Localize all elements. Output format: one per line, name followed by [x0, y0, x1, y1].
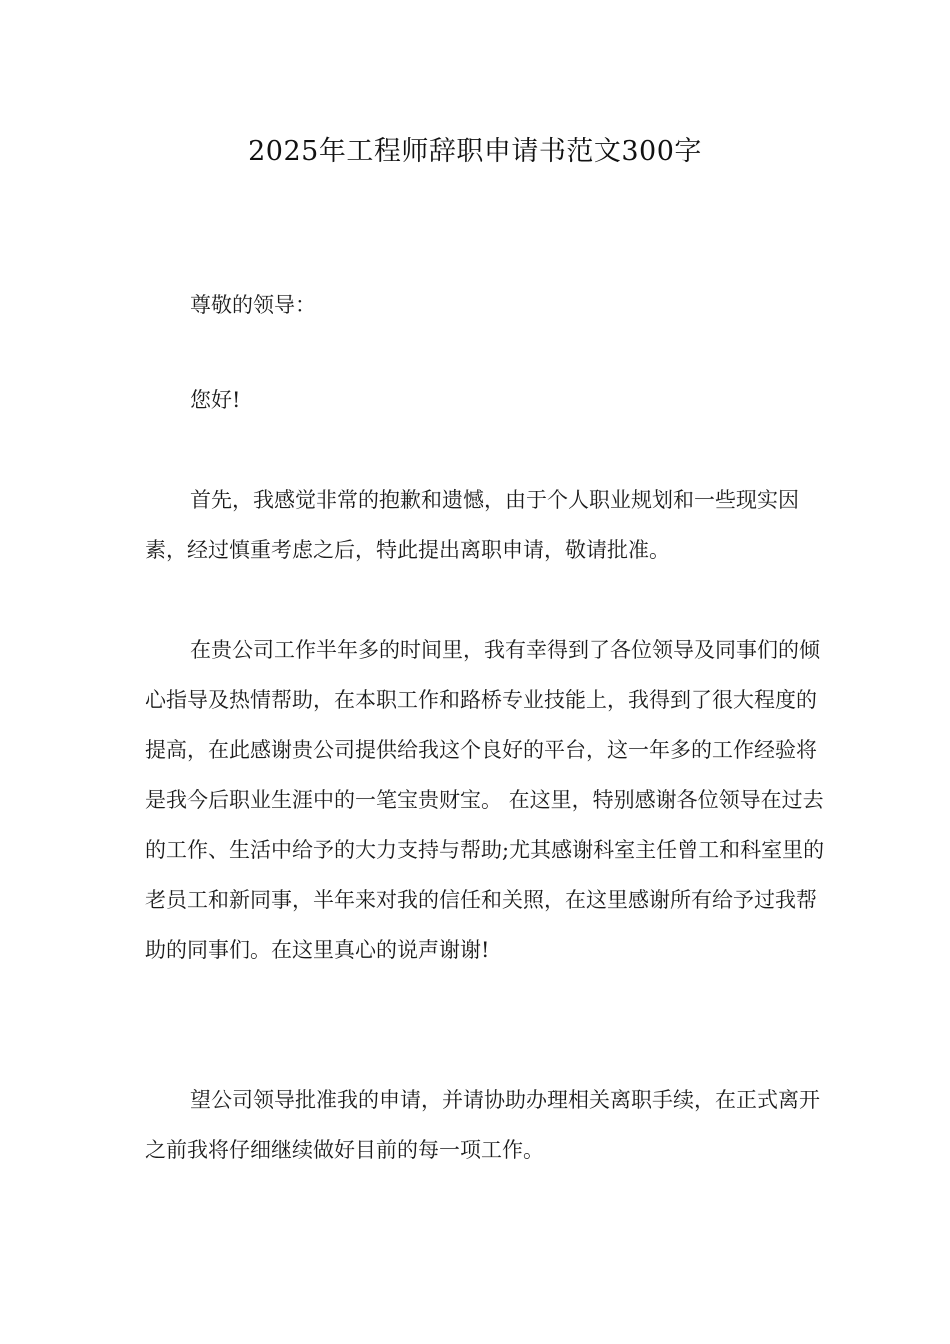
paragraph-apology: 首先，我感觉非常的抱歉和遗憾，由于个人职业规划和一些现实因素，经过慎重考虑之后，特此提出离职申请，敬请批准。: [145, 488, 799, 562]
document-title: 2025年工程师辞职申请书范文300字: [248, 136, 702, 167]
salutation: 尊敬的领导：: [190, 293, 316, 317]
greeting: 您好!: [190, 388, 241, 412]
paragraph-request: 望公司领导批准我的申请，并请协助办理相关离职手续，在正式离开之前我将仔细继续做好目前的每一项工作。: [145, 1088, 820, 1162]
paragraph-gratitude: 在贵公司工作半年多的时间里，我有幸得到了各位领导及同事们的倾心指导及热情帮助，在本职工作和路桥专业技能上，我得到了很大程度的提高，在此感谢贵公司提供给我这个良好的平台，这一年多的工作经验将是我今后职业生涯中的一笔宝贵财宝。 在这里，特别感谢各位领导在过去的工作、生活中给予的大力支持与帮助;尤其感谢科室主任曾工和科室里的老员工和新同事，半年来对我的信任和关照，在这里感谢所有给予过我帮助的同事们。在这里真心的说声谢谢!: [145, 638, 825, 962]
